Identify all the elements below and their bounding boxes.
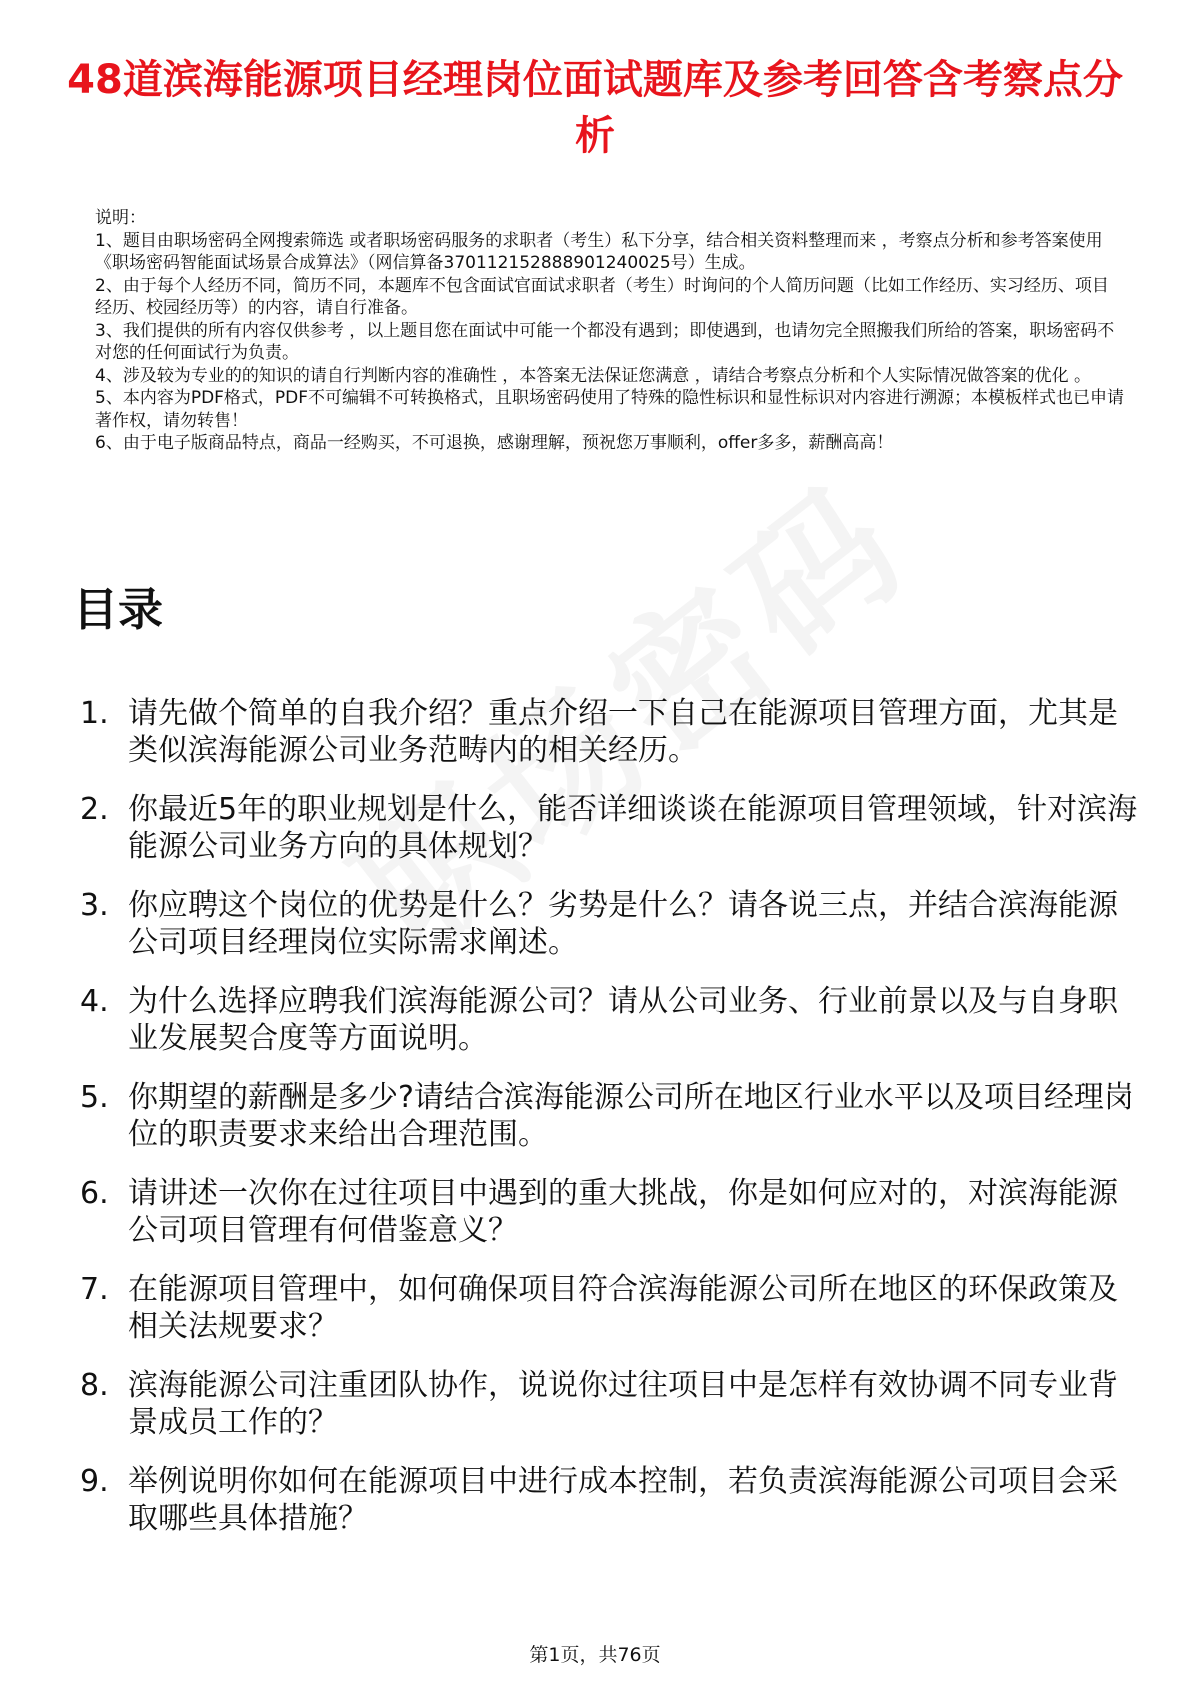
note-item: 6、由于电子版商品特点，商品一经购买，不可退换，感谢理解，预祝您万事顺利，offer多多，薪酬高高！ <box>95 433 894 453</box>
toc-item[interactable] <box>80 1175 1140 1249</box>
toc-item-text: 滨海能源公司注重团队协作，说说你过往项目中是怎样有效协调不同专业背景成员工作的？ <box>128 1368 1118 1440</box>
toc-item-text: 为什么选择应聘我们滨海能源公司？请从公司业务、行业前景以及与自身职业发展契合度等方面说明。 <box>128 984 1118 1056</box>
toc-item[interactable] <box>80 1367 1140 1441</box>
toc-item[interactable] <box>80 695 1140 769</box>
toc-item[interactable] <box>80 791 1140 865</box>
note-item: 5、本内容为PDF格式，PDF不可编辑不可转换格式，且职场密码使用了特殊的隐性标识和显性标识对内容进行溯源；本模板样式也已申请著作权，请勿转售！ <box>95 388 1125 431</box>
toc-item[interactable] <box>80 1463 1140 1537</box>
toc-item-number: 2. <box>80 792 109 827</box>
toc-item-text: 请讲述一次你在过往项目中遇到的重大挑战，你是如何应对的，对滨海能源公司项目管理有何借鉴意义？ <box>128 1176 1118 1248</box>
notes-section <box>95 207 1125 455</box>
document-title: 48道滨海能源项目经理岗位面试题库及参考回答含考察点分析 <box>67 57 1123 159</box>
toc-item-number: 7. <box>80 1272 109 1307</box>
toc-item-number: 3. <box>80 888 109 923</box>
toc-item-number: 6. <box>80 1176 109 1211</box>
toc-item-number: 4. <box>80 984 109 1019</box>
page-footer <box>0 1640 1190 1667</box>
toc-item[interactable] <box>80 1271 1140 1345</box>
toc-item-text: 你最近5年的职业规划是什么，能否详细谈谈在能源项目管理领域，针对滨海能源公司业务方向的具体规划？ <box>128 792 1138 864</box>
note-item: 4、涉及较为专业的的知识的请自行判断内容的准确性 ，本答案无法保证您满意 ，请结合考察点分析和个人实际情况做答案的优化 。 <box>95 365 1092 386</box>
note-item: 3、我们提供的所有内容仅供参考 ，以上题目您在面试中可能一个都没有遇到；即使遇到，也请勿完全照搬我们所给的答案，职场密码不对您的任何面试行为负责。 <box>95 320 1115 363</box>
toc-item-number: 9. <box>80 1464 109 1499</box>
toc-item-text: 请先做个简单的自我介绍？重点介绍一下自己在能源项目管理方面，尤其是类似滨海能源公司业务范畴内的相关经历。 <box>128 696 1118 768</box>
toc-item-text: 你期望的薪酬是多少?请结合滨海能源公司所在地区行业水平以及项目经理岗位的职责要求来给出合理范围。 <box>128 1080 1134 1152</box>
page-number: 第1页，共76页 <box>529 1644 661 1666</box>
toc-item[interactable] <box>80 1079 1140 1153</box>
toc-item[interactable] <box>80 887 1140 961</box>
toc-item-text: 在能源项目管理中，如何确保项目符合滨海能源公司所在地区的环保政策及相关法规要求？ <box>128 1272 1118 1344</box>
toc-list <box>80 695 1140 1559</box>
toc-item-number: 1. <box>80 696 109 731</box>
toc-item-number: 8. <box>80 1368 109 1403</box>
toc-item-text: 举例说明你如何在能源项目中进行成本控制，若负责滨海能源公司项目会采取哪些具体措施？ <box>128 1464 1118 1536</box>
toc-item-text: 你应聘这个岗位的优势是什么？劣势是什么？请各说三点，并结合滨海能源公司项目经理岗位实际需求阐述。 <box>128 888 1118 960</box>
toc-item-number: 5. <box>80 1080 109 1115</box>
note-item: 2、由于每个人经历不同，简历不同，本题库不包含面试官面试求职者（考生）时询问的个人简历问题（比如工作经历、实习经历、项目经历、校园经历等）的内容，请自行准备。 <box>95 275 1109 318</box>
note-item: 1、题目由职场密码全网搜索筛选 或者职场密码服务的求职者（考生）私下分享，结合相关资料整理而来 ，考察点分析和参考答案使用《职场密码智能面试场景合成算法》（网信算备370112152888901240025号）生成。 <box>95 230 1103 273</box>
toc-heading: 目录 <box>73 583 164 636</box>
notes-heading: 说明： <box>95 208 146 228</box>
toc-item[interactable] <box>80 983 1140 1057</box>
